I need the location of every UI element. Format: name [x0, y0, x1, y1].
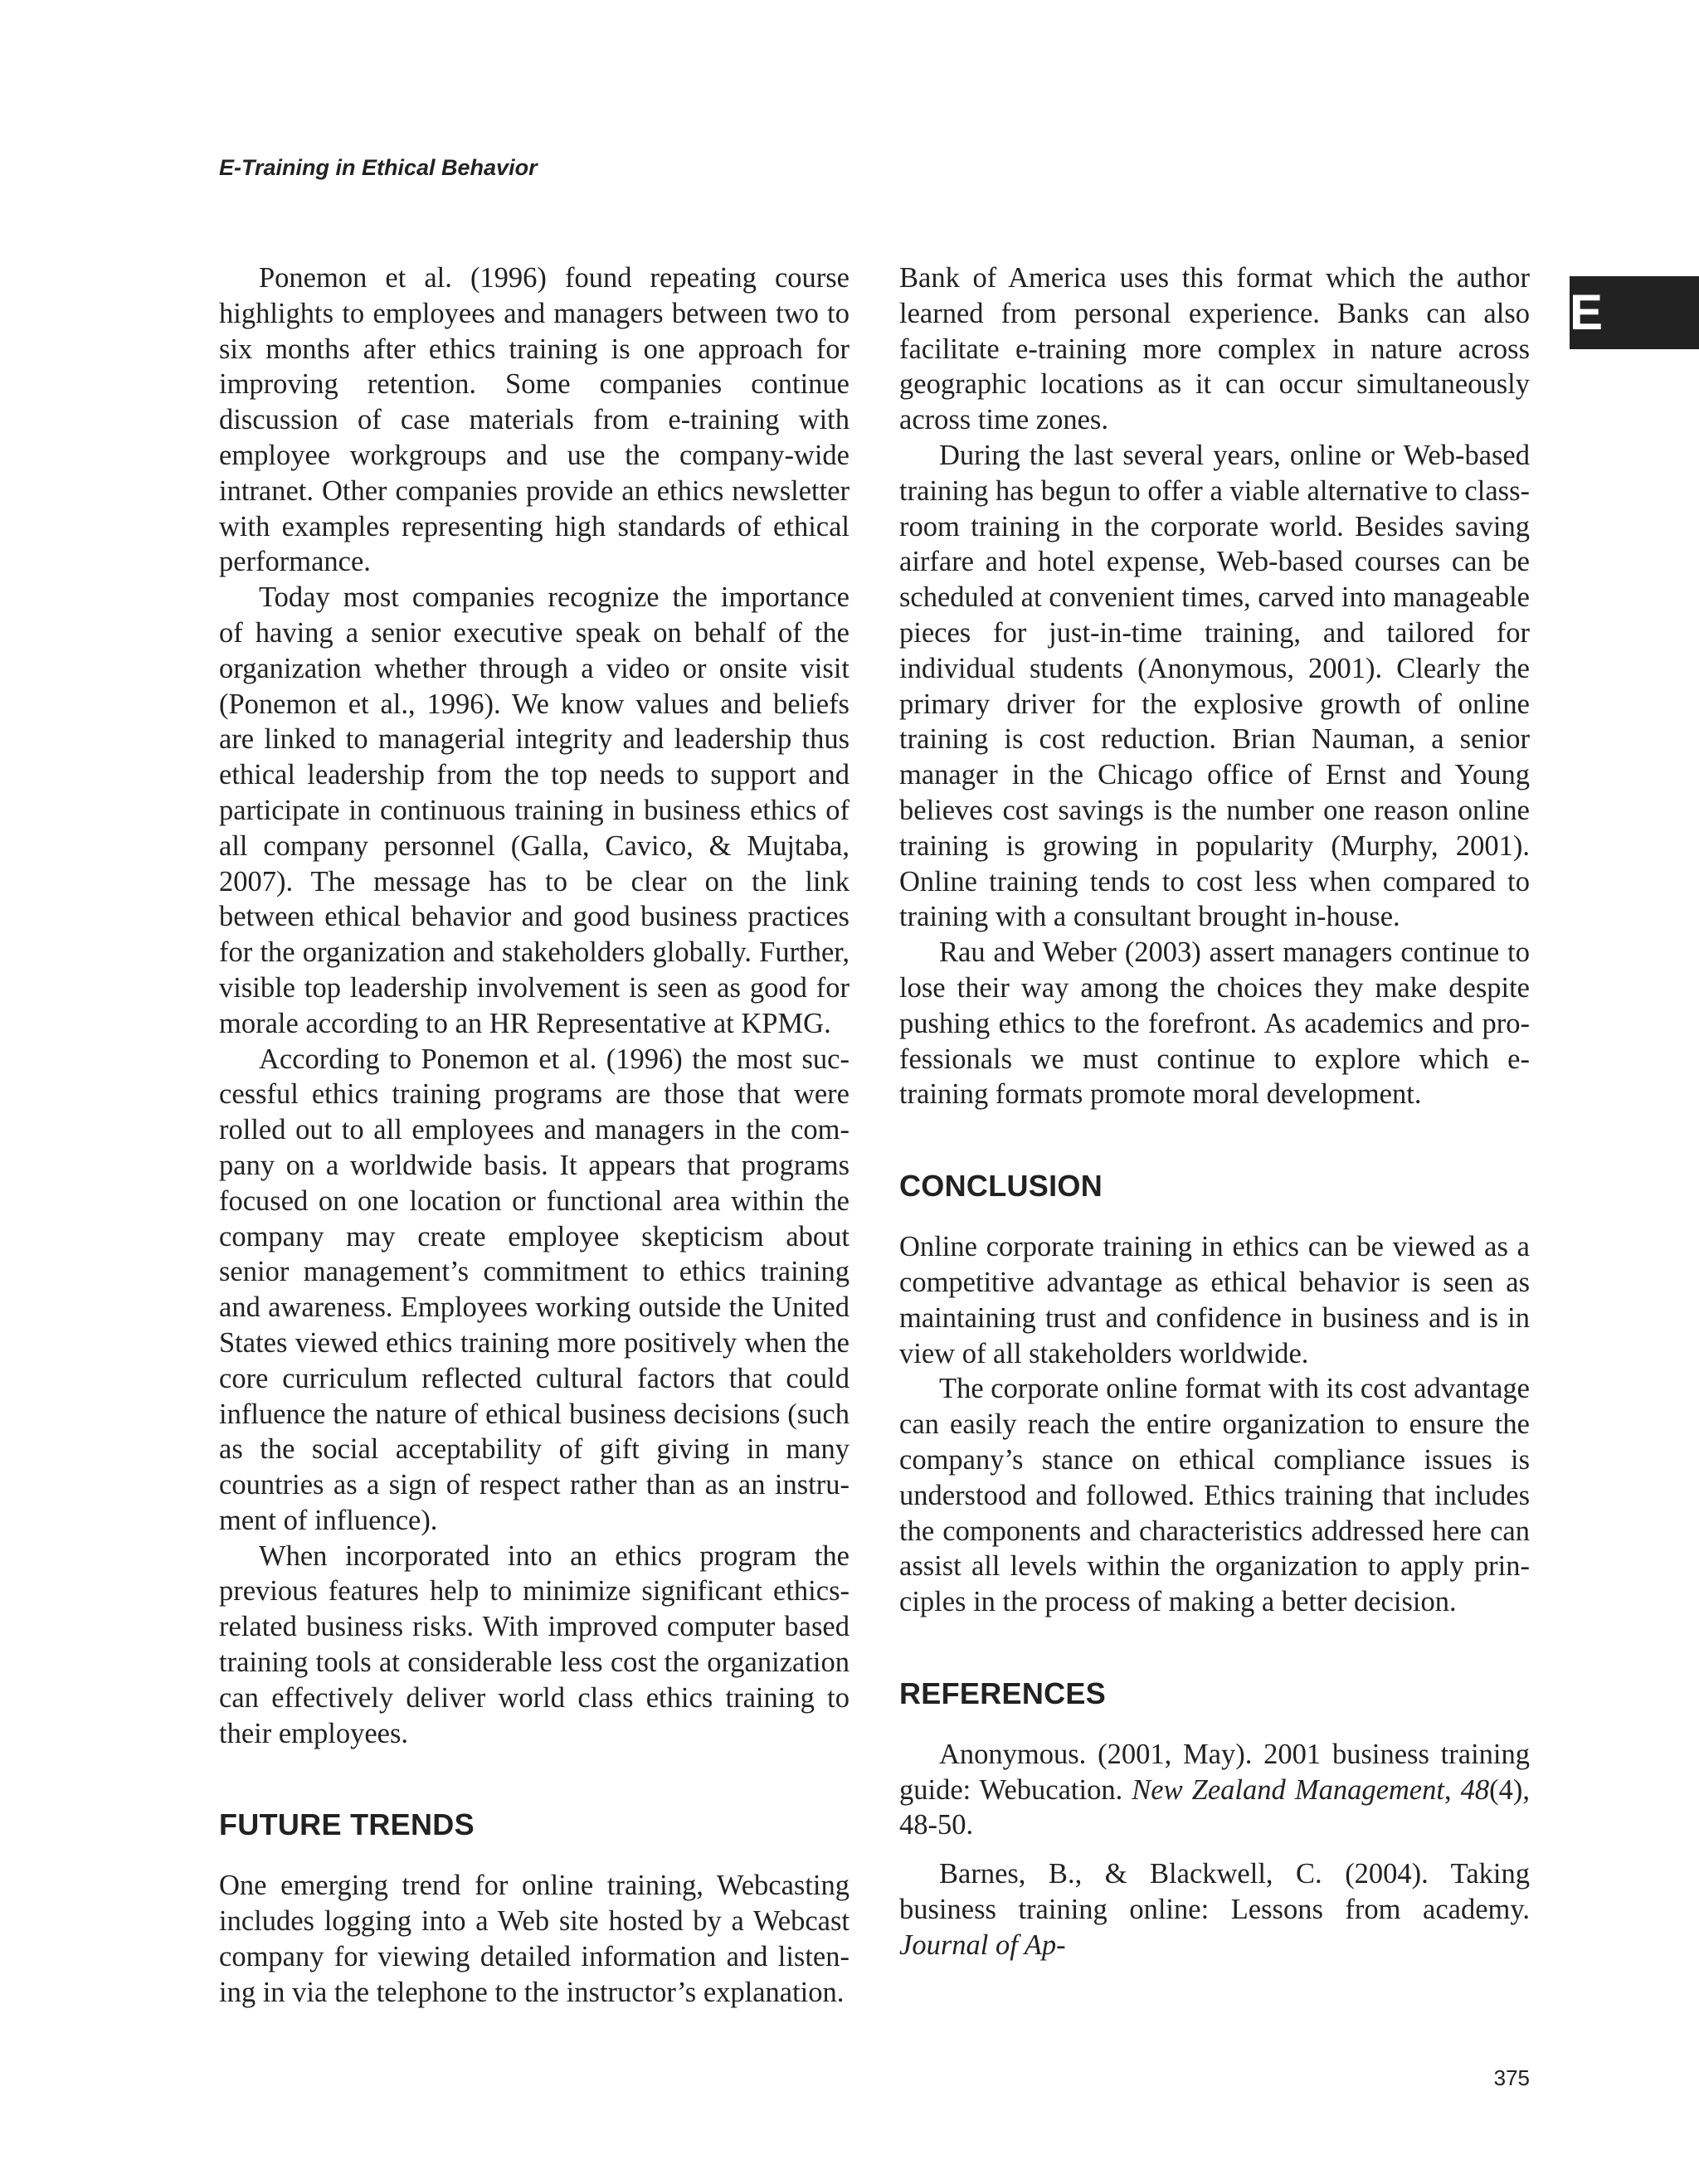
reference-text: Barnes, B., & Blackwell, C. (2004). Taking business training online: Lessons from academy. — [899, 1858, 1530, 1926]
body-paragraph: During the last several years, online or Web-based training has begun to offer a viable alternative to classroom training in the corporate world. Besides saving airfare and hotel expense, Web-based courses can be scheduled at convenient times, carved into manageable pieces for just-in-time training, and tailored for individual students (Anonymous, 2001). Clearly the primary driver for the explosive growth of online training is cost reduction. Brian Nauman, a senior manager in the Chicago office of Ernst and Young believes cost savings is the number one reason online training is growing in popularity (Murphy, 2001). Online training tends to cost less when compared to training with a consultant brought in-house. — [899, 439, 1530, 933]
body-paragraph: When incorporated into an ethics program the previous features help to minimize significant ethics-related business risks. With improved computer based training tools at considerable less cost the organization can effectively deliver world class ethics training to their employees. — [219, 1540, 850, 1749]
reference-volume: 48 — [1460, 1773, 1490, 1806]
future-trends-paragraph: One emerging trend for online training, Webcasting includes logging into a Web site hosted by a Webcast company for viewing detailed information and listening in via the telephone to the instructor’s explanation. — [219, 1870, 850, 2008]
references-heading: REFERENCES — [899, 1676, 1107, 1710]
thumb-tab-letter: E — [1570, 285, 1604, 340]
reference-separator: , — [1443, 1773, 1461, 1806]
running-header: E-Training in Ethical Behavior — [219, 155, 538, 180]
reference-journal: New Zealand Management — [1132, 1773, 1444, 1806]
reference-text: Anonymous. (2001, May). 2001 business training guide: Webucation. — [899, 1738, 1530, 1806]
left-column — [219, 260, 850, 2011]
reference-pages: (4), 48-50. — [899, 1773, 1530, 1841]
reference-entry — [899, 1856, 1530, 1963]
continued-paragraph: Bank of America uses this format which the author learned from personal experience. Banks can also facilitate e-training more complex in nature across geographic locations as it can occur simultaneously across time zones. — [899, 262, 1530, 436]
reference-journal: Journal of Ap- — [899, 1929, 1066, 1961]
conclusion-heading: CONCLUSION — [899, 1169, 1103, 1204]
body-paragraph: Today most companies recognize the importance of having a senior executive speak on behalf of the organization whether through a video or onsite visit (Ponemon et al., 1996). We know values and beliefs are linked to managerial integrity and leadership thus ethical leadership from the top needs to support and participate in continuous training in business ethics of all company personnel (Galla, Cavico, & Mujtaba, 2007). The message has to be clear on the link between ethical behavior and good business practices for the organization and stakeholders globally. Further, visible top leadership involvement is seen as good for morale according to an HR Representative at KPMG. — [219, 581, 850, 1039]
reference-entry — [899, 1737, 1530, 1843]
conclusion-paragraph: Online corporate training in ethics can be viewed as a competitive advantage as ethical behavior is seen as maintaining trust and confidence in business and is in view of all stakeholders worldwide. — [899, 1231, 1530, 1369]
conclusion-paragraph: The corporate online format with its cost advantage can easily reach the entire organization to ensure the company’s stance on ethical compliance issues is understood and followed. Ethics training that includes the components and characteristics addressed here can assist all levels within the organization to apply principles in the process of making a better decision. — [899, 1373, 1530, 1618]
future-trends-heading: FUTURE TRENDS — [219, 1807, 475, 1842]
body-paragraph: Rau and Weber (2003) assert managers continue to lose their way among the choices they make despite pushing ethics to the forefront. As academics and professionals we must continue to explore which e-training formats promote moral development. — [899, 936, 1530, 1111]
right-column — [899, 260, 1530, 1963]
page-number: 375 — [1493, 2065, 1530, 2090]
body-paragraph: Ponemon et al. (1996) found repeating course highlights to employees and managers between two to six months after ethics training is one approach for improving retention. Some companies continue discussion of case materials from e-training with employee workgroups and use the company-wide intranet. Other companies provide an ethics newsletter with examples representing high standards of ethical performance. — [219, 262, 850, 578]
section-thumb-tab — [1570, 276, 1699, 349]
body-paragraph: According to Ponemon et al. (1996) the most successful ethics training programs are those that were rolled out to all employees and managers in the company on a worldwide basis. It appears that programs focused on one location or functional area within the company may create employee skepticism about senior management’s commitment to ethics training and awareness. Employees working outside the United States viewed ethics training more positively when the core curriculum reflected cultural factors that could influence the nature of ethical business decisions (such as the social acceptability of gift giving in many countries as a sign of respect rather than as an instrument of influence). — [219, 1043, 850, 1536]
